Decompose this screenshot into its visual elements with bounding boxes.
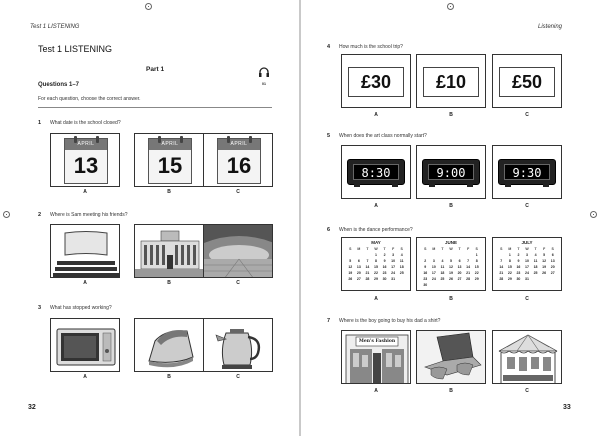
calendar-blank [430, 253, 439, 257]
price-tag: £10 [423, 67, 479, 97]
calendar-date: 3 [432, 259, 435, 263]
option-image-q3a[interactable] [50, 318, 120, 372]
calendar-date: 17 [391, 265, 396, 269]
divider [38, 107, 272, 108]
weekday-letter: S [424, 247, 427, 251]
calendar-date: 14 [466, 265, 471, 269]
weekday-letter: S [551, 247, 554, 251]
calendar-date: 10 [525, 259, 529, 263]
calendar-date: 13 [457, 265, 462, 269]
calendar-date: 28 [365, 277, 370, 281]
option-label: B [167, 280, 171, 286]
shop-sign: Men's Fashion [358, 339, 396, 344]
page-title: Test 1 LISTENING [38, 44, 113, 54]
option-label: C [236, 374, 240, 380]
option-label: B [167, 189, 171, 195]
calendar-blank [363, 253, 372, 257]
calendar-date: 11 [533, 259, 538, 263]
weekday-letter: T [534, 247, 537, 251]
option-image-q7a[interactable] [341, 330, 411, 384]
calendar-month: MAY [371, 240, 381, 245]
calendar-date: 15 [374, 265, 378, 269]
market-stall-icon [493, 331, 562, 384]
option-label: B [449, 112, 453, 118]
weekday-letter: W [374, 247, 378, 251]
weekday-letter: T [517, 247, 520, 251]
calendar-date: 26 [542, 271, 547, 275]
calendar-blank [447, 253, 456, 257]
part-heading: Part 1 [146, 66, 165, 73]
calendar-blank [438, 253, 447, 257]
calendar-date: 24 [431, 277, 436, 281]
calendar-month: APRIL [149, 139, 191, 150]
calendar-date: 27 [356, 277, 361, 281]
month-calendar-icon [346, 240, 406, 281]
calendar-date: 31 [391, 277, 396, 281]
option-image-q7b[interactable] [416, 330, 486, 384]
weekday-letter: W [449, 247, 453, 251]
calendar-month: APRIL [218, 139, 260, 150]
calendar-date: 27 [457, 277, 462, 281]
calendar-date: 11 [399, 259, 404, 263]
option-image-q3c[interactable] [203, 318, 273, 372]
kettle-icon [204, 319, 273, 372]
weekday-letter: F [543, 247, 546, 251]
option-label: C [525, 296, 529, 302]
calendar-date: 15 [507, 265, 512, 269]
digital-clock-icon [498, 159, 556, 185]
option-label: A [83, 374, 87, 380]
option-label: B [449, 388, 453, 394]
option-label: B [449, 296, 453, 302]
calendar-date: 6 [357, 259, 360, 263]
calendar-date: 4 [534, 253, 537, 257]
laptop-shopping-icon [417, 331, 486, 384]
calendar-date: 11 [440, 265, 445, 269]
calendar-date: 13 [356, 265, 361, 269]
calendar-date: 20 [550, 265, 555, 269]
option-image-q5c[interactable] [492, 145, 562, 199]
registration-mark-icon [145, 3, 152, 10]
calendar-grid [421, 247, 481, 287]
calendar-date: 19 [542, 265, 547, 269]
question-number: 5 [327, 133, 331, 139]
option-image-q6b[interactable] [416, 237, 486, 291]
registration-mark-icon [3, 211, 10, 218]
calendar-date: 9 [517, 259, 520, 263]
registration-mark-icon [447, 3, 454, 10]
option-image-q2a[interactable] [50, 224, 120, 278]
option-label: A [374, 296, 378, 302]
calendar-icon [148, 138, 192, 184]
calendar-date: 28 [466, 277, 471, 281]
option-label: C [236, 189, 240, 195]
calendar-date: 5 [349, 259, 352, 263]
option-label: C [236, 280, 240, 286]
option-label: A [83, 189, 87, 195]
weekday-letter: T [383, 247, 386, 251]
option-image-q3b[interactable] [134, 318, 204, 372]
calendar-date: 20 [356, 271, 361, 275]
page-number-left: 32 [28, 404, 36, 411]
weekday-letter: S [400, 247, 403, 251]
right-page [301, 0, 600, 436]
microwave-icon [51, 319, 120, 372]
weekday-letter: M [432, 247, 436, 251]
price-tag: £30 [348, 67, 404, 97]
calendar-date: 24 [525, 271, 529, 275]
calendar-date: 20 [457, 271, 462, 275]
option-label: B [449, 203, 453, 209]
calendar-date: 14 [365, 265, 370, 269]
calendar-date: 12 [348, 265, 353, 269]
calendar-grid [497, 247, 557, 281]
digital-clock-icon [347, 159, 405, 185]
questions-heading: Questions 1–7 [38, 82, 80, 88]
calendar-date: 18 [533, 265, 538, 269]
option-image-q5b[interactable] [416, 145, 486, 199]
option-label: A [374, 203, 378, 209]
option-label: C [525, 112, 529, 118]
calendar-date: 1 [375, 253, 377, 257]
month-calendar-icon [421, 240, 481, 287]
month-calendar-icon [497, 240, 557, 281]
stadium-icon [204, 225, 273, 278]
calendar-date: 24 [391, 271, 396, 275]
calendar-blank [455, 253, 464, 257]
calendar-date: 17 [525, 265, 529, 269]
option-image-q4b[interactable] [416, 54, 486, 108]
calendar-day: 16 [226, 153, 252, 178]
calendar-month: JUNE [444, 240, 457, 245]
question-number: 2 [38, 212, 42, 218]
calendar-date: 25 [399, 271, 404, 275]
question-number: 7 [327, 318, 331, 324]
calendar-date: 5 [543, 253, 546, 257]
question-text: What has stopped working? [50, 305, 112, 311]
calendar-date: 17 [431, 271, 436, 275]
weekday-letter: W [525, 247, 529, 251]
calendar-date: 23 [516, 271, 521, 275]
registration-mark-icon [590, 211, 597, 218]
option-image-q4c[interactable] [492, 54, 562, 108]
option-label: B [167, 374, 171, 380]
option-image-q5a[interactable] [341, 145, 411, 199]
calendar-date: 1 [508, 253, 511, 257]
calendar-blank [421, 253, 430, 257]
headphones-icon [258, 64, 270, 86]
calendar-date: 8 [375, 259, 377, 263]
left-page [0, 0, 299, 436]
calendar-date: 23 [382, 271, 387, 275]
calendar-date: 30 [423, 283, 428, 287]
calendar-date: 2 [424, 259, 427, 263]
instruction-text: For each question, choose the correct answer. [38, 96, 141, 102]
question-number: 6 [327, 227, 331, 233]
question-text: When is the dance performance? [339, 227, 413, 233]
calendar-date: 30 [382, 277, 387, 281]
option-image-q7c[interactable] [492, 330, 562, 384]
calendar-date: 22 [474, 271, 479, 275]
clock-time: 9:00 [428, 164, 474, 180]
calendar-date: 29 [507, 277, 512, 281]
calendar-date: 2 [517, 253, 520, 257]
museum-building-icon [135, 225, 204, 278]
question-text: What date is the school closed? [50, 120, 121, 126]
running-header-left: Test 1 LISTENING [30, 24, 80, 30]
calendar-date: 25 [440, 277, 445, 281]
option-image-q1a[interactable] [50, 133, 120, 187]
calendar-icon [64, 138, 108, 184]
calendar-date: 4 [400, 253, 403, 257]
calendar-grid [346, 247, 406, 281]
calendar-date: 10 [391, 259, 396, 263]
question-text: How much is the school trip? [339, 44, 403, 50]
option-image-q2b[interactable] [134, 224, 204, 278]
question-text: Where is Sam meeting his friends? [50, 212, 128, 218]
calendar-date: 9 [383, 259, 386, 263]
calendar-date: 5 [450, 259, 452, 263]
price-tag: £50 [499, 67, 555, 97]
calendar-date: 7 [500, 259, 503, 263]
weekday-letter: S [349, 247, 352, 251]
calendar-date: 27 [550, 271, 555, 275]
calendar-month: JULY [521, 240, 533, 245]
calendar-date: 16 [516, 265, 521, 269]
option-image-q1b[interactable] [134, 133, 204, 187]
option-label: A [374, 112, 378, 118]
weekday-letter: T [441, 247, 444, 251]
calendar-date: 9 [424, 265, 427, 269]
calendar-date: 7 [467, 259, 470, 263]
calendar-date: 28 [499, 277, 504, 281]
calendar-date: 29 [474, 277, 479, 281]
option-image-q1c[interactable] [203, 133, 273, 187]
iron-icon [135, 319, 204, 372]
running-header-right: Listening [538, 24, 563, 30]
option-label: A [374, 388, 378, 394]
option-image-q6c[interactable] [492, 237, 562, 291]
calendar-date: 22 [374, 271, 378, 275]
option-label: A [83, 280, 87, 286]
calendar-date: 21 [466, 271, 471, 275]
calendar-date: 21 [365, 271, 370, 275]
calendar-date: 26 [348, 277, 353, 281]
calendar-date: 3 [392, 253, 395, 257]
audio-track-number: 01 [262, 82, 266, 86]
weekday-letter: F [467, 247, 470, 251]
option-label: C [525, 388, 529, 394]
calendar-blank [355, 253, 364, 257]
question-text: Where is the boy going to buy his dad a shirt? [339, 318, 441, 324]
calendar-date: 8 [475, 259, 478, 263]
calendar-day: 15 [157, 153, 183, 178]
calendar-date: 31 [525, 277, 529, 281]
calendar-date: 22 [507, 271, 512, 275]
weekday-letter: S [475, 247, 478, 251]
calendar-date: 26 [449, 277, 453, 281]
option-image-q6a[interactable] [341, 237, 411, 291]
question-text: When does the art class normally start? [339, 133, 427, 139]
question-number: 3 [38, 305, 42, 311]
calendar-date: 19 [449, 271, 453, 275]
calendar-day: 13 [73, 153, 99, 178]
option-image-q4a[interactable] [341, 54, 411, 108]
calendar-date: 12 [542, 259, 547, 263]
calendar-blank [464, 253, 473, 257]
calendar-blank [497, 253, 506, 257]
weekday-letter: T [458, 247, 461, 251]
calendar-date: 23 [423, 277, 428, 281]
digital-clock-icon [422, 159, 480, 185]
calendar-date: 6 [551, 253, 554, 257]
calendar-date: 7 [366, 259, 369, 263]
weekday-letter: S [500, 247, 503, 251]
calendar-date: 1 [475, 253, 478, 257]
calendar-date: 13 [550, 259, 555, 263]
calendar-date: 14 [499, 265, 504, 269]
calendar-date: 18 [440, 271, 445, 275]
clock-time: 9:30 [504, 164, 550, 180]
cinema-screen-icon [51, 225, 120, 278]
calendar-date: 15 [474, 265, 479, 269]
calendar-date: 2 [383, 253, 386, 257]
calendar-date: 3 [526, 253, 528, 257]
calendar-date: 16 [423, 271, 428, 275]
question-number: 1 [38, 120, 42, 126]
calendar-date: 6 [458, 259, 461, 263]
calendar-blank [346, 253, 355, 257]
calendar-date: 8 [508, 259, 511, 263]
weekday-letter: M [508, 247, 512, 251]
option-label: C [525, 203, 529, 209]
calendar-date: 25 [533, 271, 538, 275]
calendar-date: 18 [399, 265, 404, 269]
calendar-icon [217, 138, 261, 184]
calendar-date: 29 [374, 277, 378, 281]
calendar-date: 19 [348, 271, 353, 275]
clock-time: 8:30 [353, 164, 399, 180]
calendar-date: 21 [499, 271, 504, 275]
calendar-date: 4 [441, 259, 444, 263]
question-number: 4 [327, 44, 331, 50]
weekday-letter: M [357, 247, 361, 251]
page-number-right: 33 [563, 404, 571, 411]
calendar-date: 12 [449, 265, 453, 269]
option-image-q2c[interactable] [203, 224, 273, 278]
calendar-date: 10 [431, 265, 436, 269]
calendar-date: 30 [516, 277, 521, 281]
calendar-month: APRIL [65, 139, 107, 150]
weekday-letter: F [392, 247, 395, 251]
weekday-letter: T [366, 247, 369, 251]
calendar-date: 16 [382, 265, 387, 269]
